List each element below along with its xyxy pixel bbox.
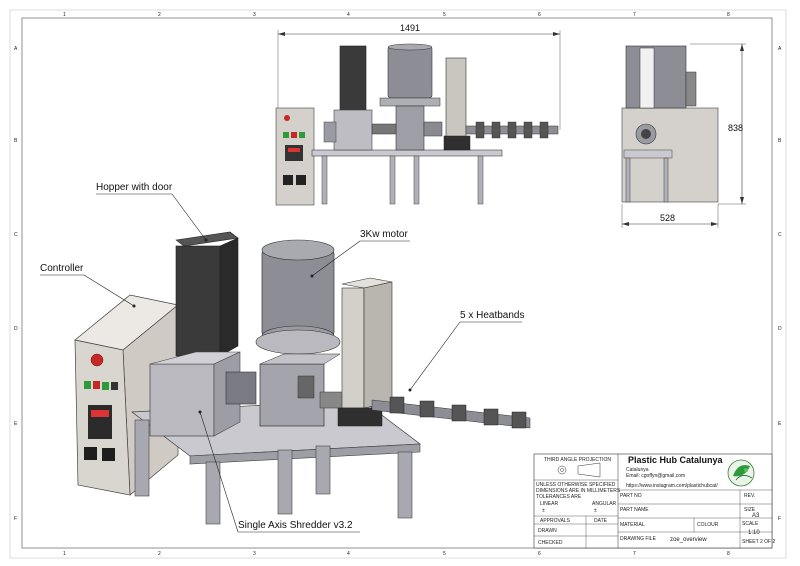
iso-motor-flange — [256, 330, 340, 354]
iso-pid-digits — [91, 410, 109, 417]
iso-btn — [84, 381, 91, 389]
iso-table-leg — [206, 462, 220, 524]
grid-col-8: 8 — [727, 551, 730, 557]
side-table-leg — [664, 158, 668, 202]
grid-row-f: F — [14, 516, 18, 522]
grid-row-b: B — [14, 138, 18, 144]
grid-col-1: 1 — [63, 551, 66, 557]
front-shredder-body — [334, 110, 372, 150]
iso-table-leg — [316, 446, 330, 494]
grid-row-e: E — [14, 421, 18, 427]
callout-controller-dot — [133, 305, 136, 308]
callout-shredder: Single Axis Shredder v3.2 — [238, 520, 353, 531]
tb-drawing-file-label: DRAWING FILE — [620, 536, 656, 542]
tb-part-name: PART NAME — [620, 507, 649, 513]
iso-socket — [102, 448, 115, 461]
tb-date: DATE — [594, 518, 607, 524]
side-view — [622, 44, 746, 228]
tb-angular: ANGULAR — [592, 501, 617, 507]
side-shaft-core — [641, 129, 651, 139]
front-extruder-hopper — [446, 58, 466, 138]
tb-drawn: DRAWN — [538, 528, 557, 534]
iso-hopper-side — [220, 238, 238, 356]
iso-gearbox-top — [260, 354, 340, 364]
iso-btn — [111, 382, 118, 390]
front-motor — [388, 46, 432, 98]
grid-col-5: 5 — [443, 12, 446, 18]
grid-row-b: B — [778, 138, 782, 144]
front-table-top — [312, 150, 502, 156]
callout-heatbands-leader — [410, 322, 460, 390]
grid-col-6: 6 — [538, 551, 541, 557]
side-motor — [626, 46, 686, 108]
front-heatband — [508, 122, 516, 138]
tb-scale-value: 1:10 — [748, 530, 760, 536]
grid-row-d: D — [14, 326, 18, 332]
front-pid-display — [285, 145, 303, 161]
tb-approvals: APPROVALS — [540, 518, 570, 524]
tb-size-value: A3 — [752, 513, 760, 519]
grid-col-7: 7 — [633, 12, 636, 18]
tb-drawing-file: zoe_overview — [670, 537, 707, 543]
tb-company: Plastic Hub Catalunya — [628, 455, 723, 465]
grid-cols-top — [63, 12, 730, 18]
front-table-leg — [322, 156, 327, 204]
callout-controller-leader — [84, 275, 134, 306]
tb-scale-label: SCALE — [742, 521, 759, 527]
front-table-leg — [390, 156, 395, 204]
dim-arrow-top — [740, 44, 744, 51]
iso-motor-body — [262, 250, 334, 336]
grid-row-d: D — [778, 326, 782, 332]
tb-sheet: SHEET 2 OF 2 — [742, 539, 776, 545]
tb-linear: LINEAR — [540, 501, 559, 507]
front-btn — [291, 132, 297, 138]
iso-gearbox-port — [298, 376, 314, 398]
callout-heatbands-dot — [409, 389, 412, 392]
grid-cols-bottom — [63, 551, 730, 557]
front-shredder-side — [324, 122, 336, 142]
front-gearbox — [396, 106, 424, 150]
grid-col-5: 5 — [443, 551, 446, 557]
iso-table-leg — [278, 450, 292, 514]
front-heatband — [476, 122, 484, 138]
front-btn — [283, 132, 289, 138]
side-table-top — [624, 150, 672, 158]
front-pid-digits — [288, 148, 300, 152]
iso-extruder-hopper-front — [342, 288, 364, 408]
front-estop — [284, 115, 290, 121]
iso-extruder-hopper-side — [364, 282, 392, 408]
side-motor-fan — [686, 72, 696, 106]
iso-motor-cap — [262, 240, 334, 260]
tb-tol-3: TOLERANCES ARE — [536, 494, 582, 500]
tb-angular-value: ± — [594, 508, 597, 514]
grid-rows-right — [778, 46, 782, 522]
globe-leaf-logo-icon — [728, 460, 754, 486]
iso-btn — [102, 382, 109, 390]
front-socket — [296, 175, 306, 185]
grid-col-3: 3 — [253, 551, 256, 557]
callout-hopper-leader — [172, 194, 206, 240]
dim-width-label: 528 — [660, 213, 676, 223]
iso-socket — [84, 447, 97, 460]
dim-arrow-w-right — [711, 222, 718, 226]
grid-col-3: 3 — [253, 12, 256, 18]
callout-hopper: Hopper with door — [96, 182, 173, 193]
dim-height-label: 838 — [728, 123, 744, 133]
tb-projection: THIRD ANGLE PROJECTION — [544, 457, 611, 463]
tb-website: https://www.instagram.com/plastichubcat/ — [626, 483, 718, 489]
iso-heatband — [452, 405, 466, 421]
dim-arrow-w-left — [622, 222, 629, 226]
iso-heatband — [512, 412, 526, 428]
dim-arrow-right — [553, 32, 560, 36]
tb-tol-1: UNLESS OTHERWISE SPECIFIED — [536, 482, 616, 488]
iso-hopper-front — [176, 246, 220, 356]
callout-hopper-dot — [205, 239, 208, 242]
tb-email: Email: cgoffyn@gmail.com — [626, 473, 686, 479]
tb-linear-value: ± — [542, 508, 545, 514]
grid-col-2: 2 — [158, 551, 161, 557]
front-socket — [283, 175, 293, 185]
grid-col-1: 1 — [63, 12, 66, 18]
front-table-leg — [414, 156, 419, 204]
grid-row-a: A — [778, 46, 782, 52]
front-heatband — [524, 122, 532, 138]
grid-col-8: 8 — [727, 12, 730, 18]
callout-motor: 3Kw motor — [360, 229, 408, 240]
grid-row-f: F — [778, 516, 782, 522]
tb-location: Catalunya — [626, 467, 649, 473]
grid-col-2: 2 — [158, 12, 161, 18]
front-coupling — [372, 124, 396, 134]
iso-heatband — [420, 401, 434, 417]
grid-row-e: E — [778, 421, 782, 427]
grid-row-c: C — [778, 232, 782, 238]
tb-material: MATERIAL — [620, 522, 645, 528]
callout-motor-dot — [311, 275, 314, 278]
front-hopper — [340, 46, 366, 110]
front-motor-cap — [388, 44, 432, 50]
side-hopper — [640, 48, 654, 108]
iso-table-leg — [135, 420, 149, 496]
grid-col-7: 7 — [633, 551, 636, 557]
grid-row-a: A — [14, 46, 18, 52]
grid-col-6: 6 — [538, 12, 541, 18]
dim-arrow-bottom — [740, 197, 744, 204]
iso-shredder-bearing — [226, 372, 256, 404]
callout-heatbands: 5 x Heatbands — [460, 310, 525, 321]
grid-col-4: 4 — [347, 12, 350, 18]
front-heatband — [492, 122, 500, 138]
iso-btn — [93, 381, 100, 389]
iso-estop — [91, 354, 103, 366]
dim-length-label: 1491 — [400, 23, 421, 33]
grid-row-c: C — [14, 232, 18, 238]
front-btn — [299, 132, 305, 138]
iso-gearbox — [260, 364, 324, 426]
front-motor-flange — [380, 98, 440, 106]
iso-heatband — [484, 409, 498, 425]
iso-table-leg — [398, 452, 412, 518]
tb-rev: REV. — [744, 493, 756, 499]
callout-shredder-dot — [199, 411, 202, 414]
front-bearing — [424, 122, 442, 136]
tb-colour: COLOUR — [697, 522, 719, 528]
tb-tol-2: DIMENSIONS ARE IN MILLIMETERS — [536, 488, 621, 494]
front-view — [276, 23, 560, 205]
tb-size-label: SIZE — [744, 507, 756, 513]
iso-heatband — [390, 397, 404, 413]
side-table-leg — [626, 158, 630, 202]
front-table-leg — [478, 156, 483, 204]
iso-view — [75, 232, 530, 524]
iso-extruder-mount — [338, 408, 382, 426]
grid-col-4: 4 — [347, 551, 350, 557]
dim-arrow-left — [278, 32, 285, 36]
tb-checked: CHECKED — [538, 540, 563, 546]
front-heatband — [540, 122, 548, 138]
tb-part-no: PART NO — [620, 493, 642, 499]
title-block — [534, 454, 775, 548]
front-extruder-mount — [444, 136, 470, 150]
grid-rows-left — [14, 46, 18, 522]
callout-controller: Controller — [40, 263, 84, 274]
